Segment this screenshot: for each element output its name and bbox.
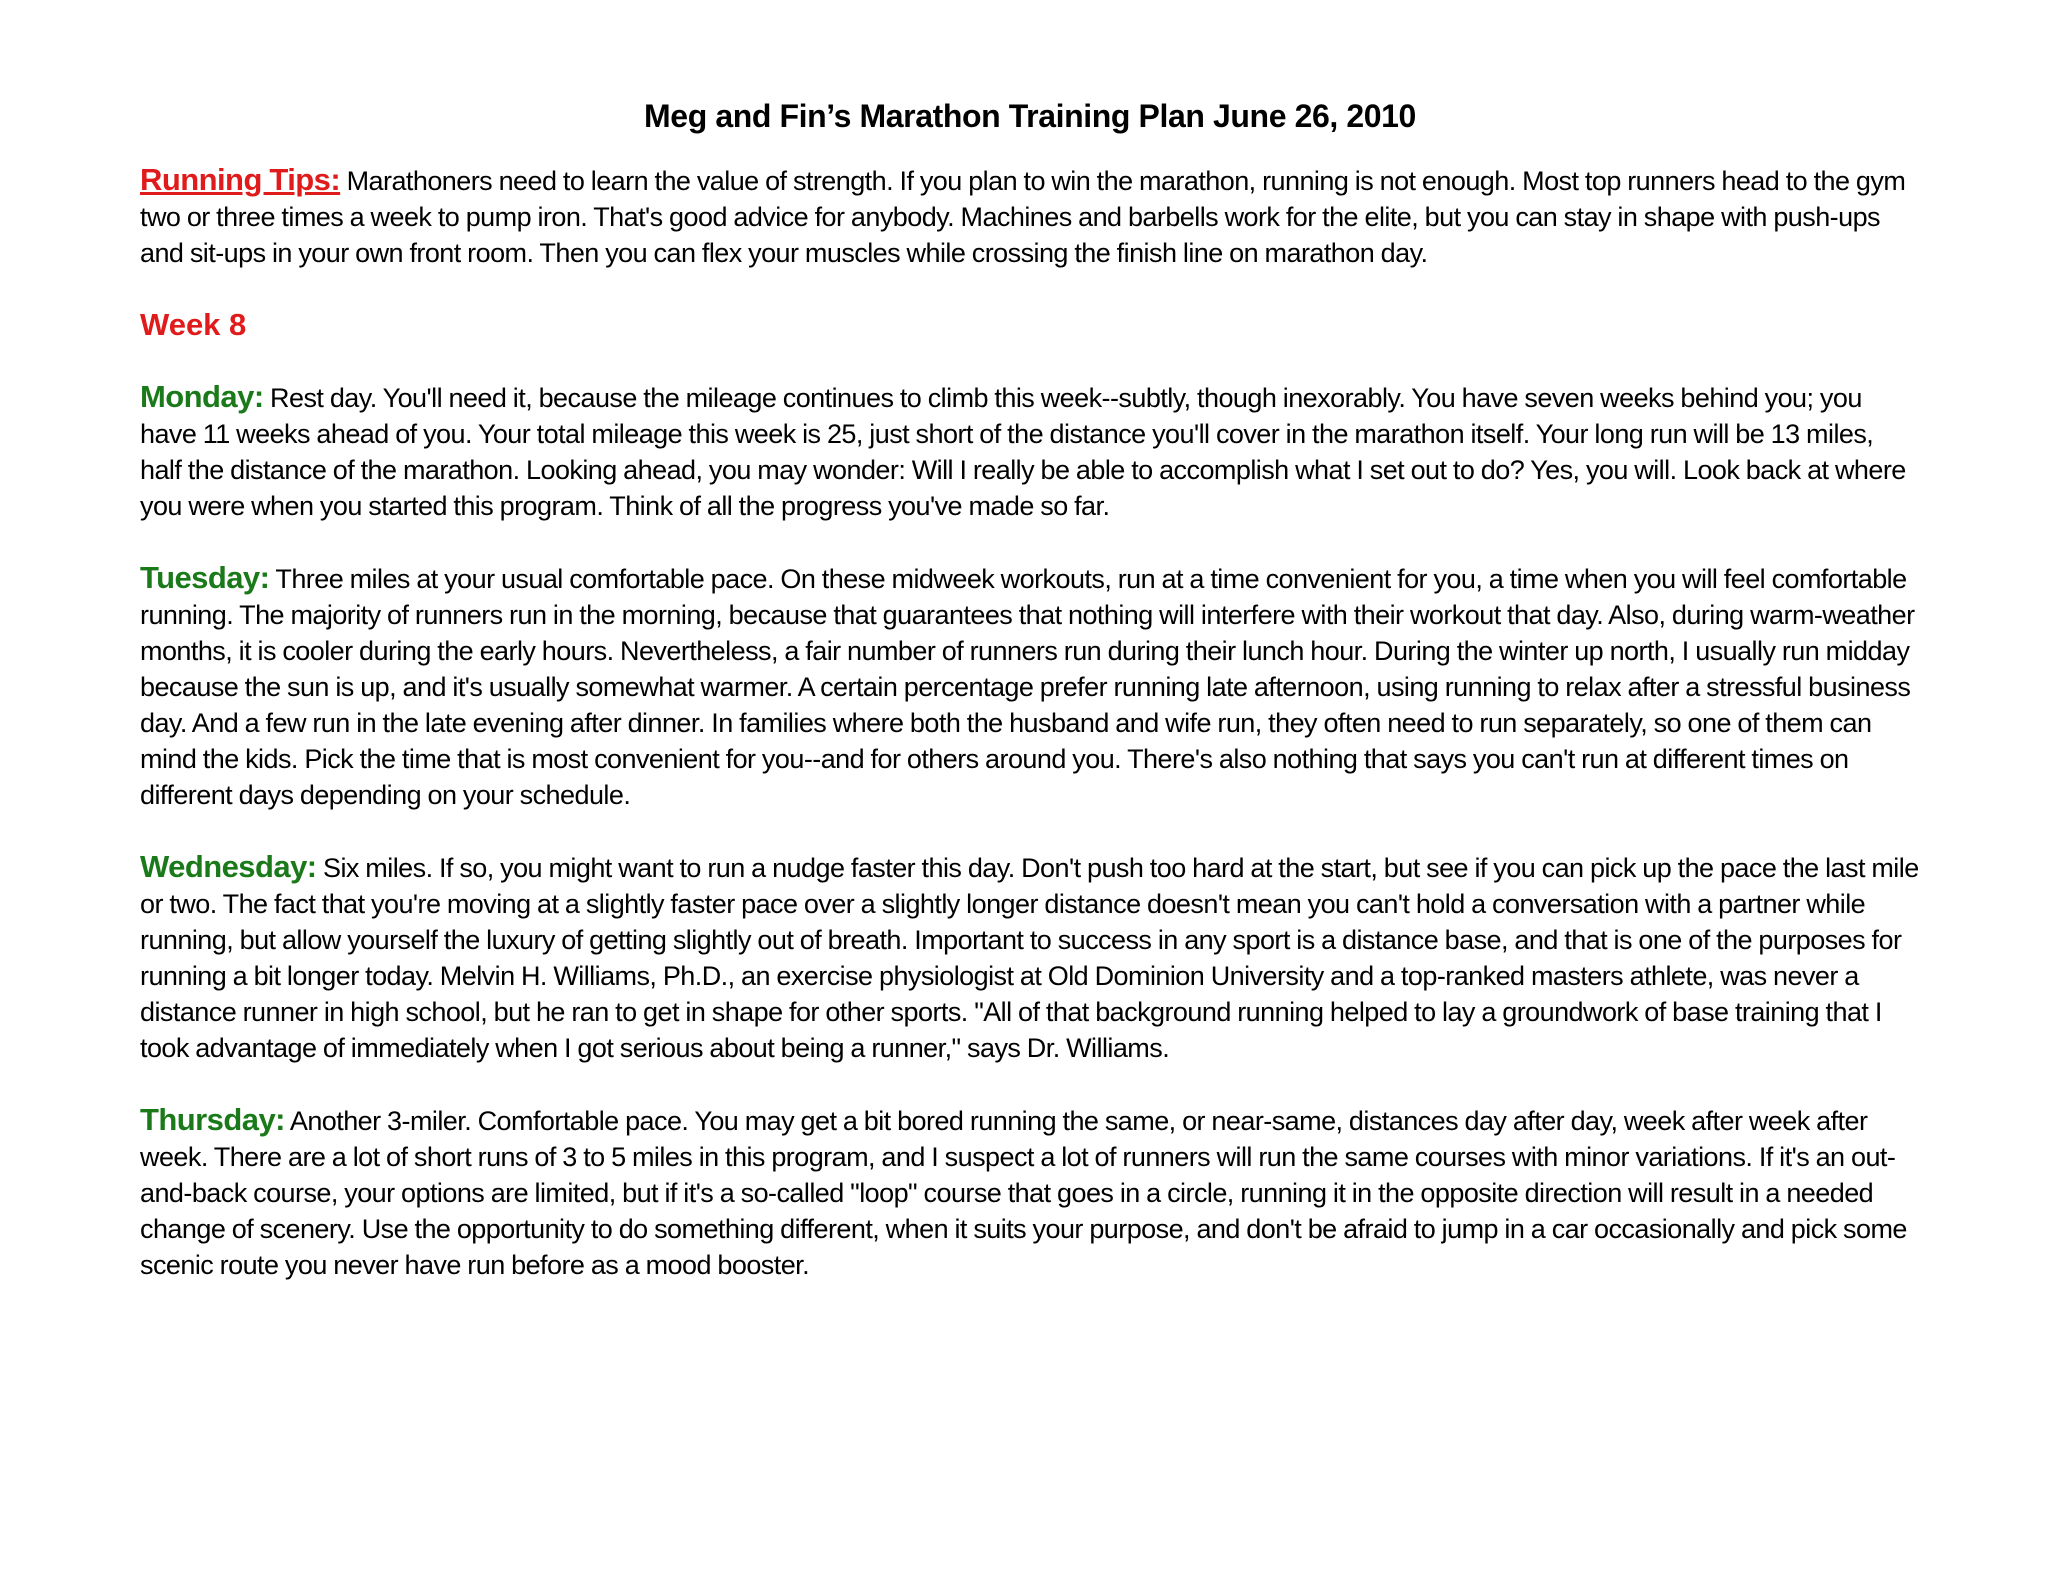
document-title: Meg and Fin’s Marathon Training Plan June 26, 2010 [644, 98, 1416, 134]
day-section-thursday [140, 1102, 1920, 1283]
day-section-wednesday [140, 849, 1920, 1066]
day-label-thursday: Thursday: [140, 1102, 285, 1137]
day-label-tuesday: Tuesday: [140, 560, 270, 595]
day-section-monday [140, 379, 1920, 524]
day-paragraph [140, 849, 1920, 1066]
day-paragraph [140, 560, 1920, 813]
week-heading: Week 8 [140, 307, 247, 342]
day-label-monday: Monday: [140, 379, 264, 414]
day-text-wednesday: Six miles. If so, you might want to run a nudge faster this day. Don't push too hard at the start, but see if you can pick up the pace the last mile or two. The fact that you're moving at a slightly faster pace over a slightly longer distance doesn't mean you can't hold a conversation with a partner while running, but allow yourself the luxury of getting slightly out of breath. Important to success in any sport is a distance base, and that is one of the purposes for running a bit longer today. Melvin H. Williams, Ph.D., an exercise physiologist at Old Dominion University and a top-ranked masters athlete, was never a distance runner in high school, but he ran to get in shape for other sports. "All of that background running helped to lay a groundwork of base training that I took advantage of immediately when I got serious about being a runner," says Dr. Williams. [140, 853, 1919, 1063]
running-tips-label: Running Tips: [140, 162, 341, 197]
document-page [140, 92, 1920, 1319]
day-section-tuesday [140, 560, 1920, 813]
day-text-thursday: Another 3-miler. Comfortable pace. You may get a bit bored running the same, or near-same, distances day after day, week after week after week. There are a lot of short runs of 3 to 5 miles in this program, and I suspect a lot of runners will run the same courses with minor variations. If it's an out-and-back course, your options are limited, but if it's a so-called "loop" course that goes in a circle, running it in the opposite direction will result in a needed change of scenery. Use the opportunity to do something different, when it suits your purpose, and don't be afraid to jump in a car occasionally and pick some scenic route you never have run before as a mood booster. [140, 1106, 1907, 1280]
day-paragraph [140, 379, 1920, 524]
day-text-tuesday: Three miles at your usual comfortable pace. On these midweek workouts, run at a time convenient for you, a time when you will feel comfortable running. The majority of runners run in the morning, because that guarantees that nothing will interfere with their workout that day. Also, during warm-weather months, it is cooler during the early hours. Nevertheless, a fair number of runners run during their lunch hour. During the winter up north, I usually run midday because the sun is up, and it's usually somewhat warmer. A certain percentage prefer running late afternoon, using running to relax after a stressful business day. And a few run in the late evening after dinner. In families where both the husband and wife run, they often need to run separately, so one of them can mind the kids. Pick the time that is most convenient for you--and for others around you. There's also nothing that says you can't run at different times on different days depending on your schedule. [140, 564, 1915, 810]
day-label-wednesday: Wednesday: [140, 849, 317, 884]
running-tips-paragraph [140, 162, 1920, 271]
running-tips-text: Marathoners need to learn the value of strength. If you plan to win the marathon, running is not enough. Most top runners head to the gym two or three times a week to pump iron. That's good advice for anybody. Machines and barbells work for the elite, but you can stay in shape with push-ups and sit-ups in your own front room. Then you can flex your muscles while crossing the finish line on marathon day. [140, 166, 1906, 268]
day-text-monday: Rest day. You'll need it, because the mileage continues to climb this week--subtly, though inexorably. You have seven weeks behind you; you have 11 weeks ahead of you. Your total mileage this week is 25, just short of the distance you'll cover in the marathon itself. Your long run will be 13 miles, half the distance of the marathon. Looking ahead, you may wonder: Will I really be able to accomplish what I set out to do? Yes, you will. Look back at where you were when you started this program. Think of all the progress you've made so far. [140, 383, 1906, 521]
day-paragraph [140, 1102, 1920, 1283]
